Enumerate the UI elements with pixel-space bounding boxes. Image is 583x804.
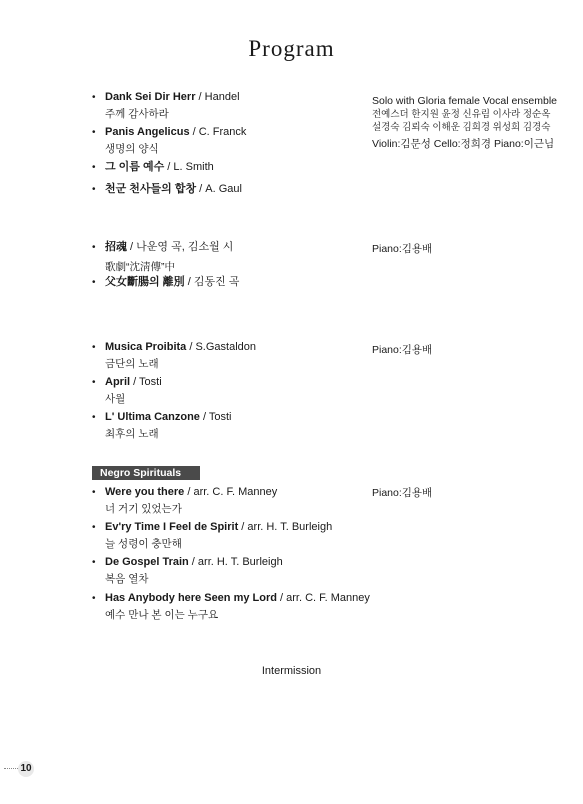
piece-title: Panis Angelicus <box>105 126 190 138</box>
piece-composer: / arr. H. T. Burleigh <box>238 521 333 533</box>
bullet: • <box>92 557 96 568</box>
bullet: • <box>92 162 96 173</box>
piece-title: Musica Proibita <box>105 341 187 353</box>
performer-note: 전예스더 한지원 윤정 신유림 이사라 정순옥 <box>372 109 551 120</box>
bullet: • <box>92 342 96 353</box>
page-number: 10 <box>18 761 34 777</box>
program-item <box>92 182 242 197</box>
piece-title: Dank Sei Dir Herr <box>105 91 196 103</box>
bullet: • <box>92 593 96 604</box>
performer-note: Violin:김문성 Cello:정희경 Piano:이근님 <box>372 138 555 150</box>
piece-composer: / A. Gaul <box>196 183 242 195</box>
program-item <box>92 520 332 551</box>
piece-subtitle: 최후의 노래 <box>105 428 159 440</box>
piece-subtitle: 늘 성령이 충만해 <box>105 538 182 550</box>
piece-composer: / S.Gastaldon <box>186 341 257 353</box>
performer-note: 설경숙 김뢰숙 이해운 김희경 위성희 김경숙 <box>372 122 551 133</box>
program-item <box>92 240 233 274</box>
program-item <box>92 410 232 441</box>
bullet: • <box>92 242 96 253</box>
piece-composer: / 나운영 곡, 김소월 시 <box>127 241 234 253</box>
piece-subtitle: 너 거기 있었는가 <box>105 503 182 515</box>
piece-composer: / arr. C. F. Manney <box>276 592 370 604</box>
piece-subtitle: 사월 <box>105 393 126 405</box>
performer-note: Piano:김용배 <box>372 487 433 499</box>
bullet: • <box>92 522 96 533</box>
piece-title: Has Anybody here Seen my Lord <box>105 592 277 604</box>
piece-subtitle: 금단의 노래 <box>105 358 159 370</box>
program-item <box>92 555 283 586</box>
piece-subtitle: 생명의 양식 <box>105 143 159 155</box>
program-item <box>92 125 246 156</box>
program-item <box>92 160 214 175</box>
piece-composer: / C. Franck <box>189 126 247 138</box>
performer-note: Solo with Gloria female Vocal ensemble <box>372 95 558 107</box>
bullet: • <box>92 184 96 195</box>
piece-title: 천군 천사들의 합창 <box>105 183 197 195</box>
program-item <box>92 90 240 121</box>
piece-title: 招魂 <box>105 241 127 253</box>
piece-composer: / arr. H. T. Burleigh <box>188 556 283 568</box>
piece-composer: / arr. C. F. Manney <box>184 486 278 498</box>
program-item <box>92 340 256 371</box>
piece-subtitle: 歌劇“沈淸傳”中 <box>105 261 175 273</box>
piece-title: Were you there <box>105 486 185 498</box>
section-label: Negro Spirituals <box>92 466 200 480</box>
bullet: • <box>92 487 96 498</box>
piece-title: L' Ultima Canzone <box>105 411 200 423</box>
piece-composer: / 김동진 곡 <box>184 276 240 288</box>
piece-title: April <box>105 376 131 388</box>
page-number-dots <box>4 768 18 769</box>
piece-composer: / Handel <box>195 91 240 103</box>
bullet: • <box>92 92 96 103</box>
bullet: • <box>92 277 96 288</box>
piece-title: Ev'ry Time I Feel de Spirit <box>105 521 239 533</box>
bullet: • <box>92 127 96 138</box>
piece-subtitle: 예수 만나 본 이는 누구요 <box>105 609 219 621</box>
piece-title: De Gospel Train <box>105 556 189 568</box>
piece-composer: / L. Smith <box>164 161 214 173</box>
piece-composer: / Tosti <box>199 411 232 423</box>
page-title: Program <box>248 36 335 61</box>
program-item <box>92 591 370 622</box>
intermission-label: Intermission <box>261 665 322 677</box>
piece-title: 父女斷腸의 離別 <box>105 276 185 288</box>
piece-subtitle: 주께 감사하라 <box>105 108 169 120</box>
program-item <box>92 485 277 516</box>
piece-subtitle: 복음 열차 <box>105 573 149 585</box>
bullet: • <box>92 377 96 388</box>
piece-composer: / Tosti <box>130 376 162 388</box>
performer-note: Piano:김용배 <box>372 243 433 255</box>
program-item <box>92 375 162 406</box>
performer-note: Piano:김용배 <box>372 344 433 356</box>
bullet: • <box>92 412 96 423</box>
piece-title: 그 이름 예수 <box>105 161 165 173</box>
program-item <box>92 275 239 290</box>
